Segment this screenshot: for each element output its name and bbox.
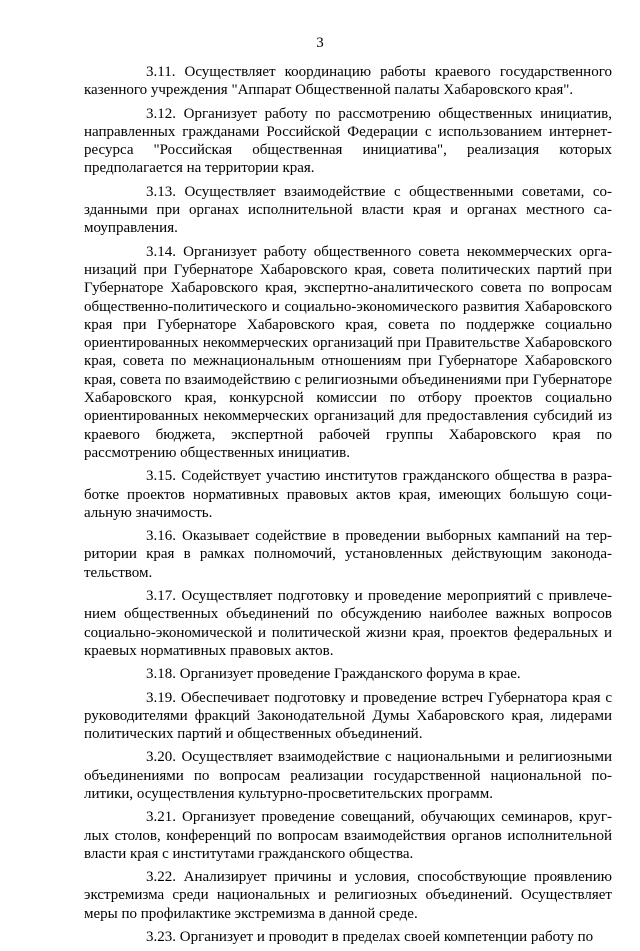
paragraph-3-21: 3.21. Организует проведение совещаний, обучающих семинаров, круглых столов, конференций по вопросам взаимодействия органов исполнительной власти края с институтами гражданского общества.	[84, 809, 612, 862]
paragraph-3-23: 3.23. Организует и проводит в пределах своей компетенции работу по	[146, 929, 594, 946]
page-number: 3	[316, 35, 324, 51]
paragraph-3-11: 3.11. Осуществляет координацию работы краевого государственного казенного учреждения "Аппарат Общественной палаты Хабаровского края".	[84, 64, 612, 99]
paragraph-3-14: 3.14. Организует работу общественного совета некоммерческих организаций при Губернаторе Хабаровского края, совета политических партий при Губернаторе Хабаровского края, экспертно-аналитического совета по вопросам общественно-политического и социально-экономического развития Хабаровского края при Губернаторе Хабаровского края, совета по поддержке социально ориентированных некоммерческих организаций при Правительстве Хабаровского края, совета по межнациональным отношениям при Губернаторе Хабаровского края, совета по взаимодействию с религиозными объединениями при Губернаторе Хабаровского края, конкурсной комиссии по отбору проектов социально ориентированных некоммерческих организаций для предоставления субсидий из краевого бюджета, экспертной рабочей группы Хабаровского края по рассмотрению общественных инициатив.	[84, 243, 612, 461]
paragraph-3-17: 3.17. Осуществляет подготовку и проведение мероприятий с привлечением общественных объединений по обсуждению наиболее важных вопросов социально-экономической и политической жизни края, проектов федеральных и краевых нормативных правовых актов.	[84, 588, 612, 659]
document-body	[84, 63, 612, 951]
paragraph-3-15: 3.15. Содействует участию институтов гражданского общества в разработке проектов нормативных правовых актов края, имеющих большую социальную значимость.	[84, 468, 612, 521]
paragraph-3-13: 3.13. Осуществляет взаимодействие с общественными советами, созданными при органах исполнительной власти края и органах местного самоуправления.	[84, 183, 612, 237]
paragraph-3-16: 3.16. Оказывает содействие в проведении выборных кампаний на территории края в рамках полномочий, установленных действующим законодательством.	[84, 528, 612, 581]
paragraph-3-20: 3.20. Осуществляет взаимодействие с национальными и религиозными объединениями по вопросам реализации государственной национальной политики, осуществления культурно-просветительских программ.	[84, 749, 612, 802]
paragraph-3-18: 3.18. Организует проведение Гражданского форума в крае.	[146, 666, 521, 683]
paragraph-3-19: 3.19. Обеспечивает подготовку и проведение встреч Губернатора края с руководителями фракций Законодательной Думы Хабаровского края, лидерами политических партий и общественных объединений.	[84, 689, 612, 743]
paragraph-3-12: 3.12. Организует работу по рассмотрению общественных инициатив, направленных гражданами Российской Федерации с использованием интернет-ресурса "Российская общественная инициатива", реализация которых предполагается на территории края.	[84, 105, 612, 177]
paragraph-3-22: 3.22. Анализирует причины и условия, способствующие проявлению экстремизма среди национальных и религиозных объединений. Осуществляет меры по профилактике экстремизма в данной среде.	[84, 869, 612, 922]
